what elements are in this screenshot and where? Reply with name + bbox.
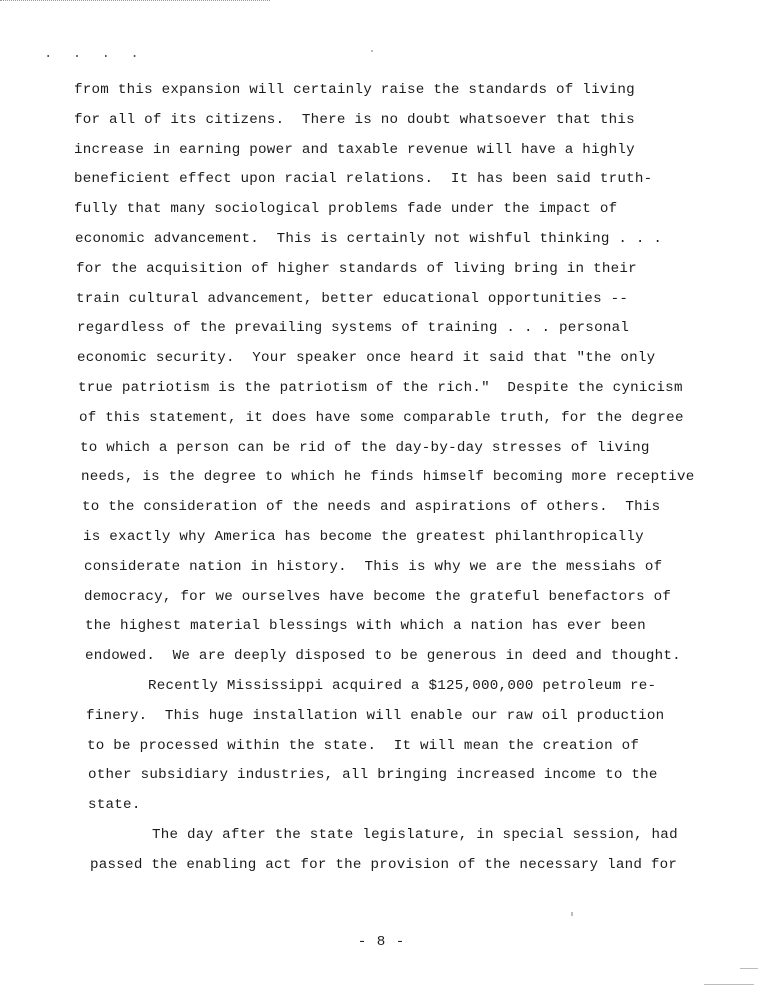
text-line: is exactly why America has become the greatest philanthropically [83, 528, 644, 545]
text-line: needs, is the degree to which he finds himself becoming more receptive [81, 469, 695, 486]
text-line: beneficient effect upon racial relations. It has been said truth- [74, 171, 653, 188]
text-line: passed the enabling act for the provision of the necessary land for [90, 856, 678, 873]
text-line: state. [88, 797, 141, 814]
text-line: of this statement, it does have some comparable truth, for the degree [79, 409, 684, 426]
text-line: to which a person can be rid of the day-by-day stresses of living [80, 439, 650, 456]
text-line: to the consideration of the needs and aspirations of others. This [82, 499, 661, 516]
text-line: economic advancement. This is certainly not wishful thinking . . . [75, 230, 663, 247]
text-line: the highest material blessings with which a nation has ever been [85, 618, 646, 635]
text-line: other subsidiary industries, all bringing increased income to the [88, 767, 658, 784]
text-line: The day after the state legislature, in special session, had [152, 826, 678, 843]
paper-speck [571, 912, 573, 916]
text-line: regardless of the prevailing systems of training . . . personal [77, 320, 630, 337]
text-line: democracy, for we ourselves have become the grateful benefactors of [84, 588, 672, 605]
margin-marks: . . . . [44, 46, 145, 62]
text-line: true patriotism is the patriotism of the rich." Despite the cynicism [78, 379, 683, 396]
text-line: fully that many sociological problems fade under the impact of [74, 201, 618, 218]
page-top-edge [0, 0, 270, 1]
page-body-text [72, 76, 732, 881]
text-line: for all of its citizens. There is no doubt whatsoever that this [74, 111, 635, 128]
text-line: Recently Mississippi acquired a $125,000,000 petroleum re- [148, 677, 657, 694]
text-line: for the acquisition of higher standards of living bring in their [76, 260, 637, 277]
text-line: increase in earning power and taxable revenue will have a highly [74, 141, 635, 158]
text-line: to be processed within the state. It will mean the creation of [87, 737, 640, 754]
paper-speck [704, 984, 754, 985]
text-line: economic security. Your speaker once heard it said that "the only [77, 350, 656, 367]
text-line: endowed. We are deeply disposed to be generous in deed and thought. [85, 648, 681, 665]
paper-speck [371, 50, 373, 52]
text-line: considerate nation in history. This is why we are the messiahs of [84, 558, 663, 575]
text-line: train cultural advancement, better educational opportunities -- [76, 290, 629, 307]
page-number: - 8 - [357, 934, 406, 950]
text-line: from this expansion will certainly raise the standards of living [74, 82, 635, 98]
paper-speck [740, 968, 758, 969]
text-line: finery. This huge installation will enable our raw oil production [86, 707, 665, 724]
